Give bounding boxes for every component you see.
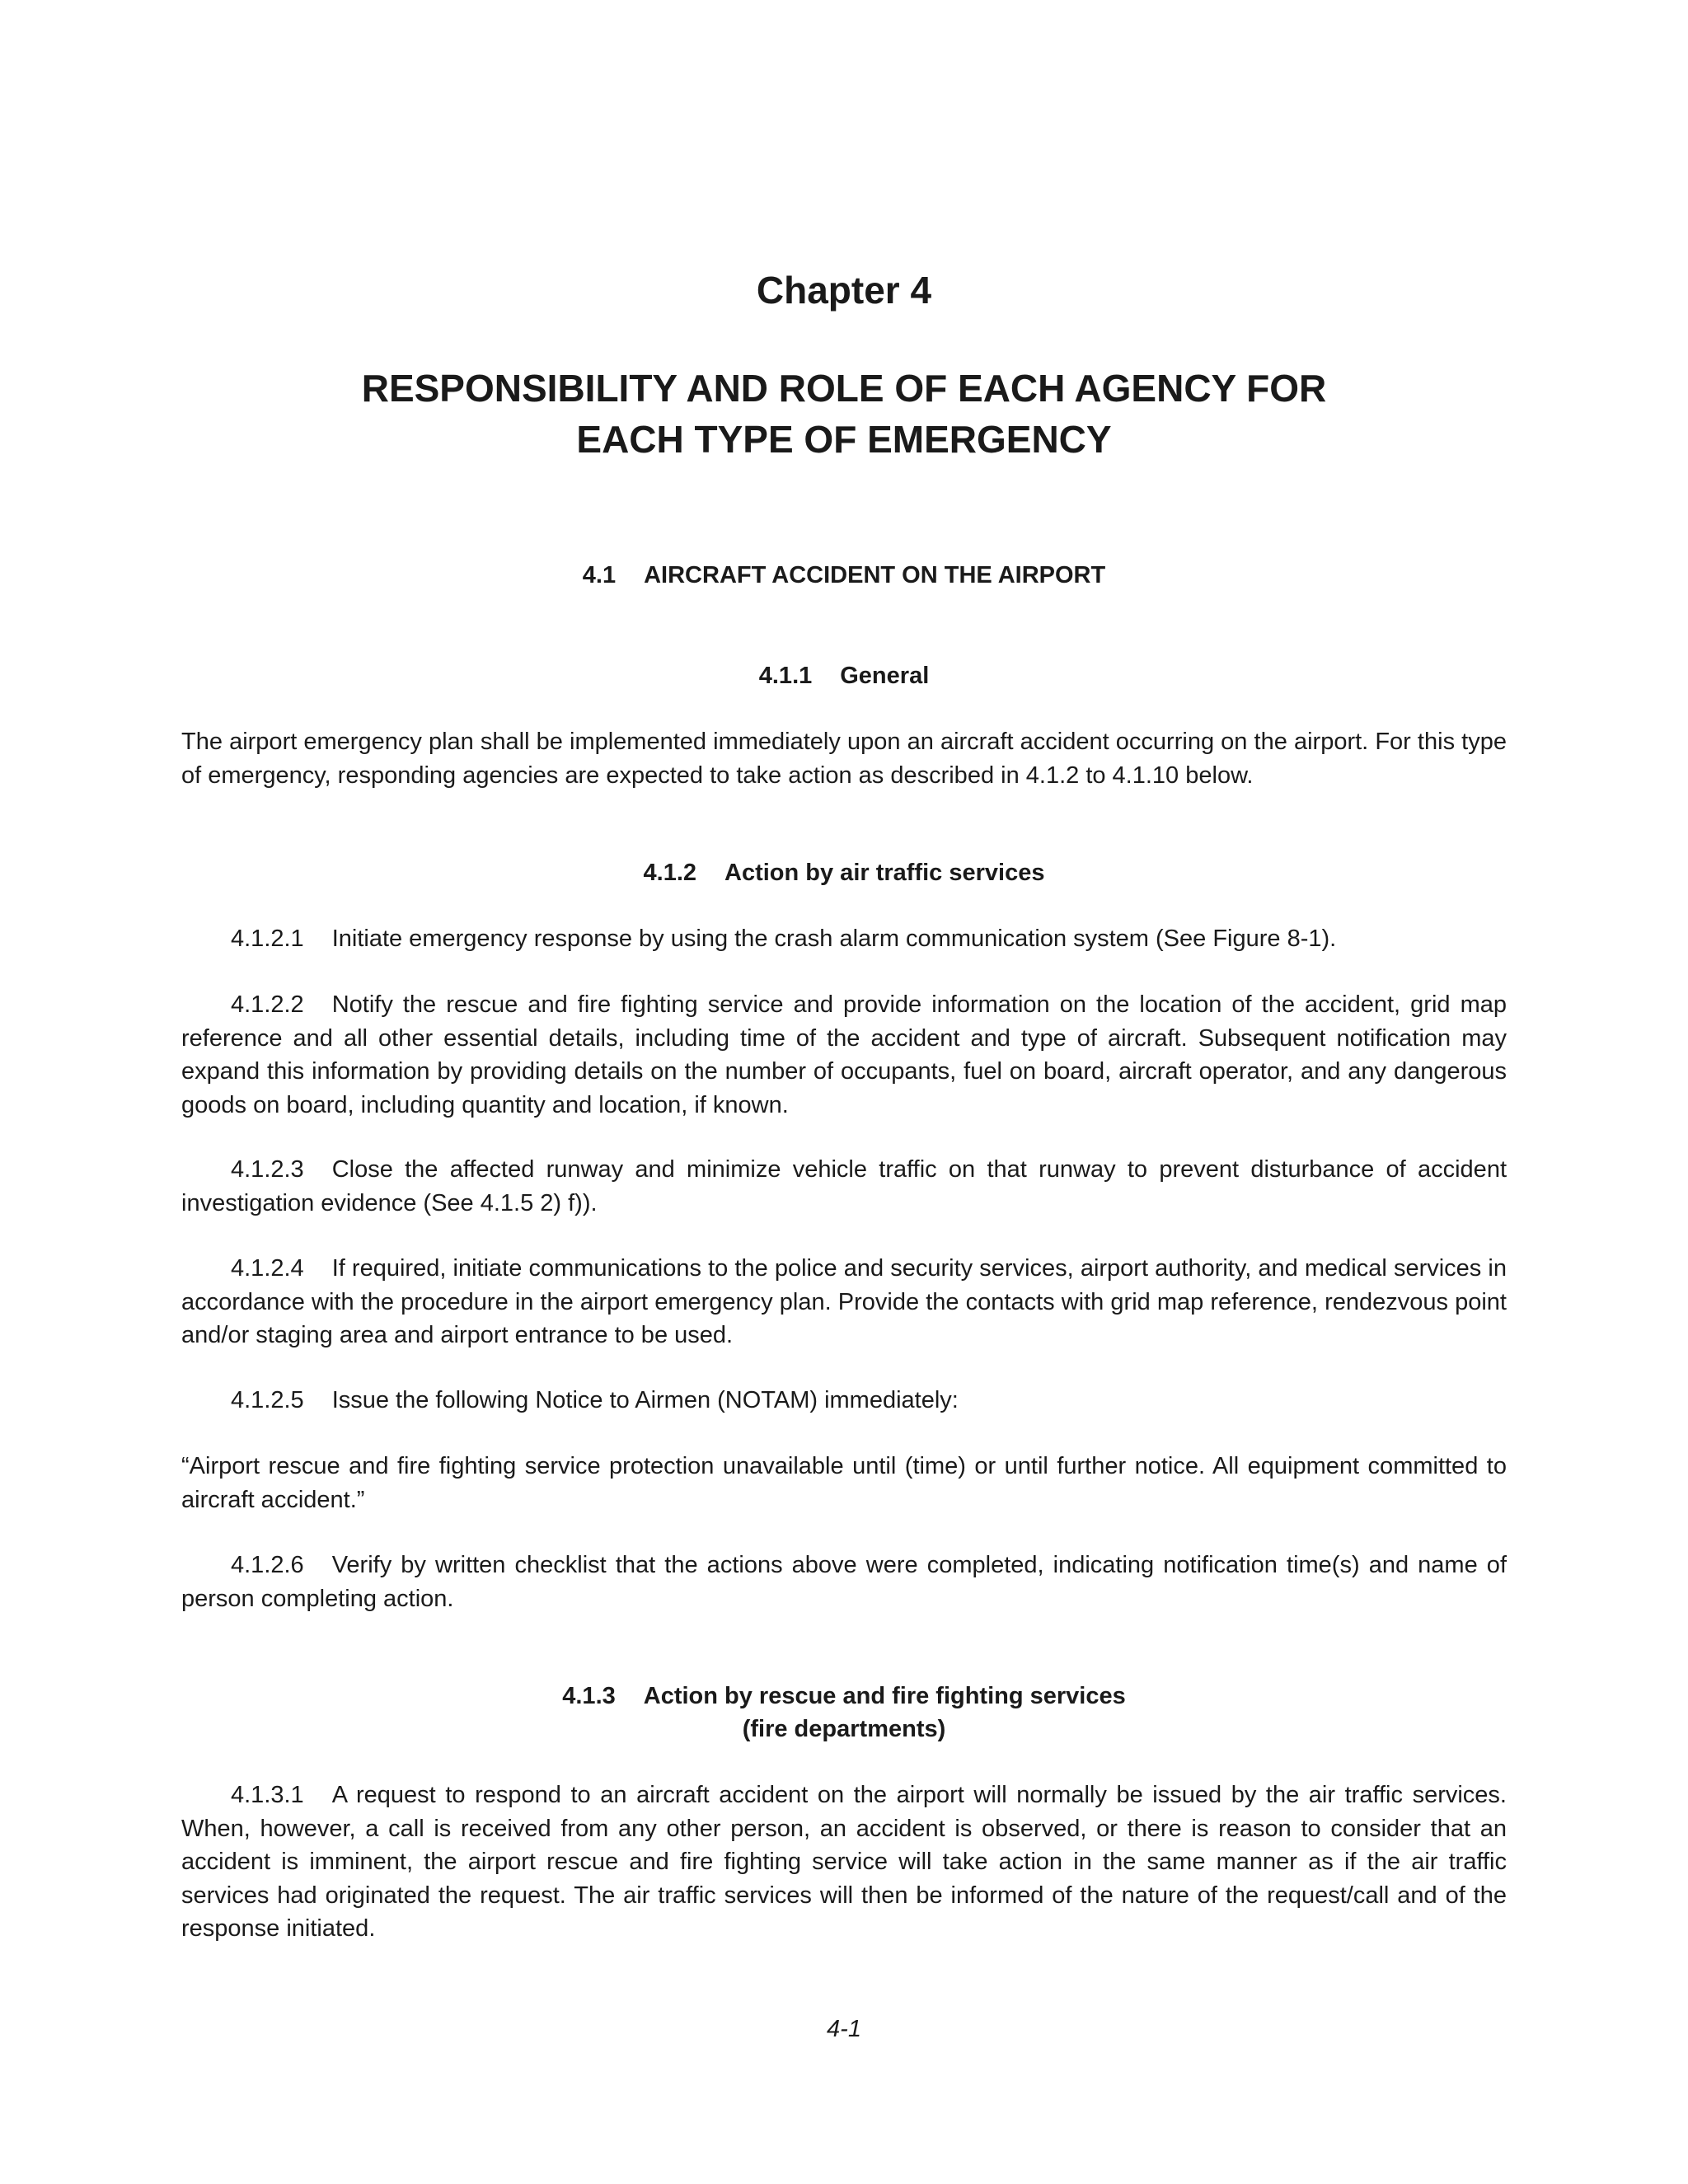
section-title: Action by air traffic services [724,860,1045,886]
paragraph-4-1-2-6 [181,1549,1507,1615]
section-number: 4.1 [582,562,617,588]
section-heading-4-1 [181,559,1507,592]
paragraph-text: Notify the rescue and fire fighting service and provide information on the location of the accident, grid map reference and all other essential details, including time of the accident and type of aircraft. Subsequent notification may expand this information by providing details on the number of occupants, fuel on board, aircraft operator, and any dangerous goods on board, including quantity and location, if known. [181,991,1507,1118]
section-heading-4-1-3 [181,1680,1507,1746]
section-number: 4.1.1 [758,663,813,689]
paragraph-number: 4.1.2.3 [231,1156,304,1183]
chapter-title-line-2: EACH TYPE OF EMERGENCY [576,418,1112,461]
section-title: AIRCRAFT ACCIDENT ON THE AIRPORT [644,562,1106,588]
paragraph-text: Initiate emergency response by using the crash alarm communication system (See Figure 8-1). [331,926,1337,952]
chapter-label: Chapter 4 [756,269,932,312]
section-heading-4-1-2 [181,856,1507,889]
paragraph-number: 4.1.2.1 [231,926,304,952]
paragraph-4-1-3-1 [181,1779,1507,1946]
paragraph-4-1-2-5 [181,1384,1507,1418]
chapter-title-line-1: RESPONSIBILITY AND ROLE OF EACH AGENCY FOR [361,367,1327,410]
section-title: General [840,663,930,689]
paragraph-number: 4.1.2.5 [231,1387,304,1413]
paragraph-4-1-2-4 [181,1252,1507,1352]
chapter-title [181,363,1507,465]
paragraph-4-1-2-1 [181,922,1507,956]
paragraph-general: The airport emergency plan shall be implemented immediately upon an aircraft accident occurring on the airport. For this type of emergency, responding agencies are expected to take action as described in 4.1.2 to 4.1.10 below. [181,729,1507,789]
paragraph-text: Close the affected runway and minimize vehicle traffic on that runway to prevent disturbance of accident investigation evidence (See 4.1.5 2) f)). [181,1156,1507,1216]
section-number: 4.1.3 [562,1683,616,1709]
paragraph-number: 4.1.3.1 [231,1782,304,1808]
paragraph-number: 4.1.2.4 [231,1255,304,1282]
paragraph-4-1-2-2 [181,988,1507,1122]
paragraph-text: Verify by written checklist that the actions above were completed, indicating notification time(s) and name of person completing action. [181,1552,1507,1612]
paragraph-text: Issue the following Notice to Airmen (NOTAM) immediately: [331,1387,959,1413]
notam-quote: “Airport rescue and fire fighting service protection unavailable until (time) or until further notice. All equipment committed to aircraft accident.” [181,1453,1507,1513]
paragraph-text: A request to respond to an aircraft accident on the airport will normally be issued by the air traffic services. When, however, a call is received from any other person, an accident is observed, or there is reason to consider that an accident is imminent, the airport rescue and fire fighting service will take action in the same manner as if the air traffic services had originated the request. The air traffic services will then be informed of the nature of the request/call and of the response initiated. [181,1782,1507,1942]
paragraph-4-1-2-3 [181,1153,1507,1220]
paragraph-number: 4.1.2.6 [231,1552,304,1578]
section-title: Action by rescue and fire fighting services [643,1683,1126,1709]
section-subtitle: (fire departments) [742,1716,946,1742]
paragraph-text: If required, initiate communications to the police and security services, airport authority, and medical services in accordance with the procedure in the airport emergency plan. Provide the contacts with grid map reference, rendezvous point and/or staging area and airport entrance to be used. [181,1255,1507,1348]
section-heading-4-1-1 [181,659,1507,692]
paragraph-number: 4.1.2.2 [231,991,304,1018]
section-number: 4.1.2 [643,860,697,886]
page-number: 4-1 [827,2016,861,2042]
